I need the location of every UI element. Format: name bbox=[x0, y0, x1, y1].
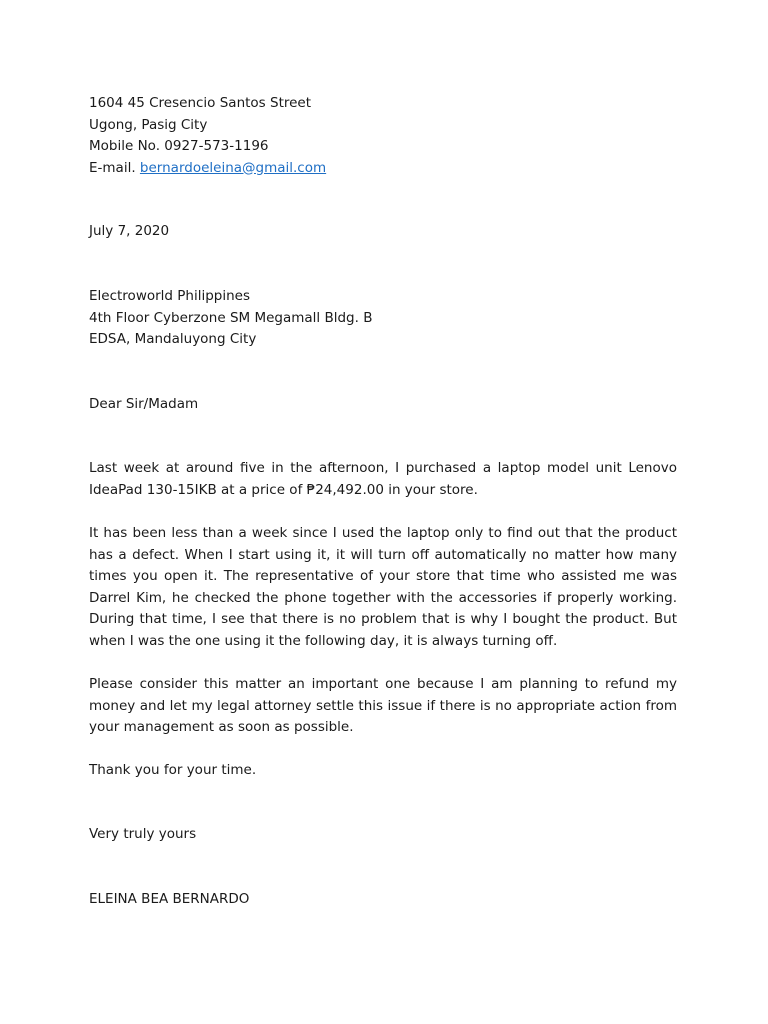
body-paragraph-1 bbox=[89, 458, 677, 501]
body-paragraph-2 bbox=[89, 523, 677, 652]
sender-street: 1604 45 Cresencio Santos Street bbox=[89, 95, 312, 111]
paragraph-2-text: It has been less than a week since I used the laptop only to find out that the product has a defect. When I start using it, it will turn off automatically no matter how many times you open it. The representative of your store that time who assisted me was Darrel Kim, he checked the phone together with the accessories if properly working. During that time, I see that there is no problem that is why I bought the product. But when I was the one using it the following day, it is always turning off. bbox=[89, 525, 677, 649]
sender-email-line bbox=[89, 158, 677, 180]
salutation-text: Dear Sir/Madam bbox=[89, 396, 199, 412]
salutation bbox=[89, 394, 677, 416]
recipient-company: Electroworld Philippines bbox=[89, 288, 251, 304]
closing-thanks bbox=[89, 760, 677, 782]
thanks-text: Thank you for your time. bbox=[89, 762, 257, 778]
valediction-text: Very truly yours bbox=[89, 826, 197, 842]
recipient-address-line1: 4th Floor Cyberzone SM Megamall Bldg. B bbox=[89, 309, 373, 326]
sender-email-prefix: E-mail. bbox=[89, 159, 140, 176]
sender-mobile: Mobile No. 0927-573-1196 bbox=[89, 138, 269, 154]
sender-email-link[interactable]: bernardoeleina@gmail.com bbox=[139, 159, 327, 176]
closing-valediction bbox=[89, 824, 677, 846]
paragraph-1-text: Last week at around five in the afternoon, I purchased a laptop model unit Lenovo IdeaPad 130-15IKB at a price of ₱24,492.00 in your store. bbox=[89, 460, 677, 498]
signatory-name bbox=[89, 889, 677, 911]
letter-date bbox=[89, 221, 677, 243]
signatory-text: ELEINA BEA BERNARDO bbox=[89, 891, 250, 907]
recipient-address bbox=[89, 286, 677, 351]
sender-address bbox=[89, 93, 677, 179]
sender-city: Ugong, Pasig City bbox=[89, 116, 208, 133]
body-paragraph-3 bbox=[89, 674, 677, 739]
recipient-address-line2: EDSA, Mandaluyong City bbox=[89, 331, 257, 347]
date-text: July 7, 2020 bbox=[89, 223, 170, 239]
paragraph-3-text: Please consider this matter an important one because I am planning to refund my money and let my legal attorney settle this issue if there is no appropriate action from your management as soon as possible. bbox=[89, 676, 677, 735]
